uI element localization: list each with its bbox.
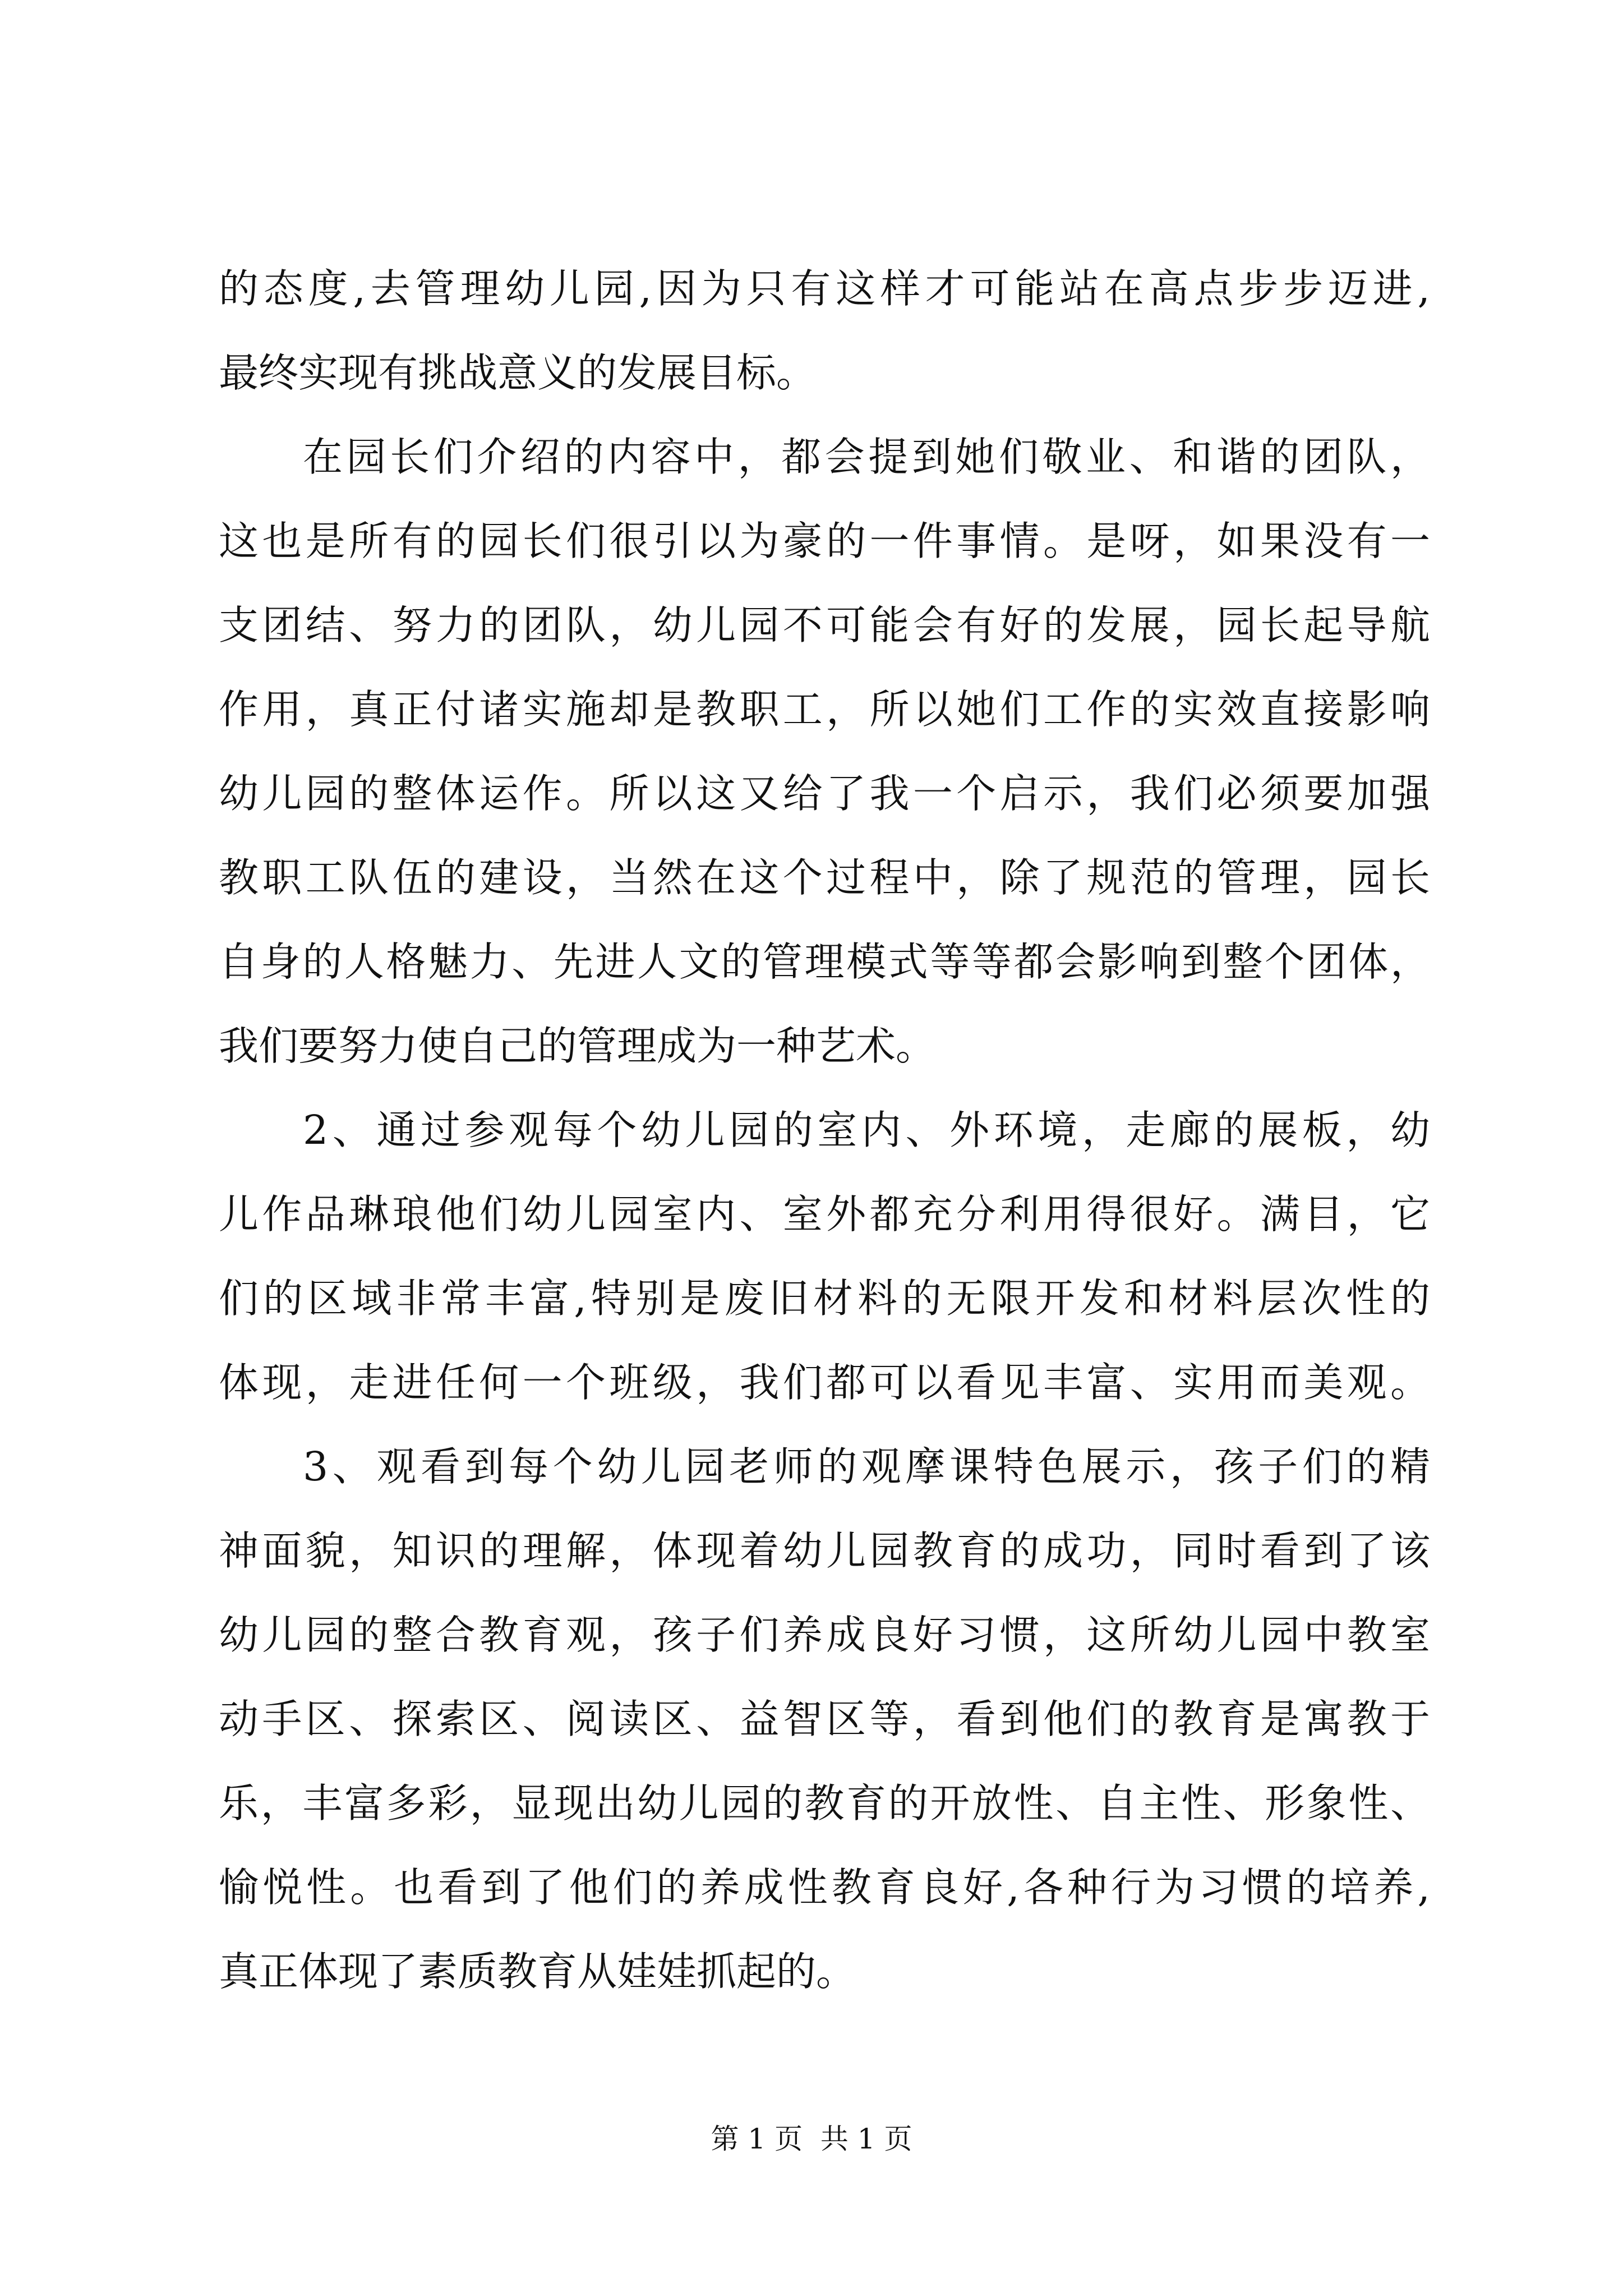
text-line: 3、观看到每个幼儿园老师的观摩课特色展示，孩子们的精 [303,1443,1430,1490]
document-body [219,247,1430,2014]
text-line: 愉悦性。也看到了他们的养成性教育良好,各种行为习惯的培养, [219,1864,1430,1911]
text-line: 最终实现有挑战意义的发展目标。 [219,349,817,396]
text-line: 动手区、探索区、阅读区、益智区等，看到他们的教育是寓教于 [219,1696,1430,1742]
text-line: 乐，丰富多彩，显现出幼儿园的教育的开放性、自主性、形象性、 [219,1780,1430,1826]
text-line: 支团结、努力的团队，幼儿园不可能会有好的发展，园长起导航 [219,602,1430,648]
text-line: 自身的人格魅力、先进人文的管理模式等等都会影响到整个团体， [219,938,1430,985]
text-line: 作用，真正付诸实施却是教职工，所以她们工作的实效直接影响 [219,686,1430,733]
paragraph-4 [219,1425,1430,2014]
text-line: 教职工队伍的建设，当然在这个过程中，除了规范的管理，园长 [219,854,1430,901]
text-line: 真正体现了素质教育从娃娃抓起的。 [219,1948,856,1995]
paragraph-3 [219,1088,1430,1425]
page-number-label: 第 1 页 共 1 页 [711,2123,912,2155]
text-line: 体现，走进任何一个班级，我们都可以看见丰富、实用而美观。 [219,1359,1430,1406]
text-line: 幼儿园的整体运作。所以这又给了我一个启示，我们必须要加强 [219,770,1430,817]
text-line: 儿作品琳琅他们幼儿园室内、室外都充分利用得很好。满目，它 [219,1191,1430,1237]
text-line: 们的区域非常丰富,特别是废旧材料的无限开发和材料层次性的 [219,1275,1430,1322]
text-line: 的态度,去管理幼儿园,因为只有这样才可能站在高点步步迈进, [219,265,1430,312]
text-line: 2、通过参观每个幼儿园的室内、外环境，走廊的展板，幼 [303,1107,1430,1153]
text-line: 幼儿园的整合教育观，孩子们养成良好习惯，这所幼儿园中教室 [219,1612,1430,1658]
text-line: 这也是所有的园长们很引以为豪的一件事情。是呀，如果没有一 [219,518,1430,564]
text-line: 神面貌，知识的理解，体现着幼儿园教育的成功，同时看到了该 [219,1527,1430,1574]
paragraph-1 [219,247,1430,415]
text-line: 我们要努力使自己的管理成为一种艺术。 [219,1023,936,1069]
page-footer [0,2119,1623,2159]
paragraph-2 [219,415,1430,1088]
text-line: 在园长们介绍的内容中，都会提到她们敬业、和谐的团队， [303,434,1430,480]
